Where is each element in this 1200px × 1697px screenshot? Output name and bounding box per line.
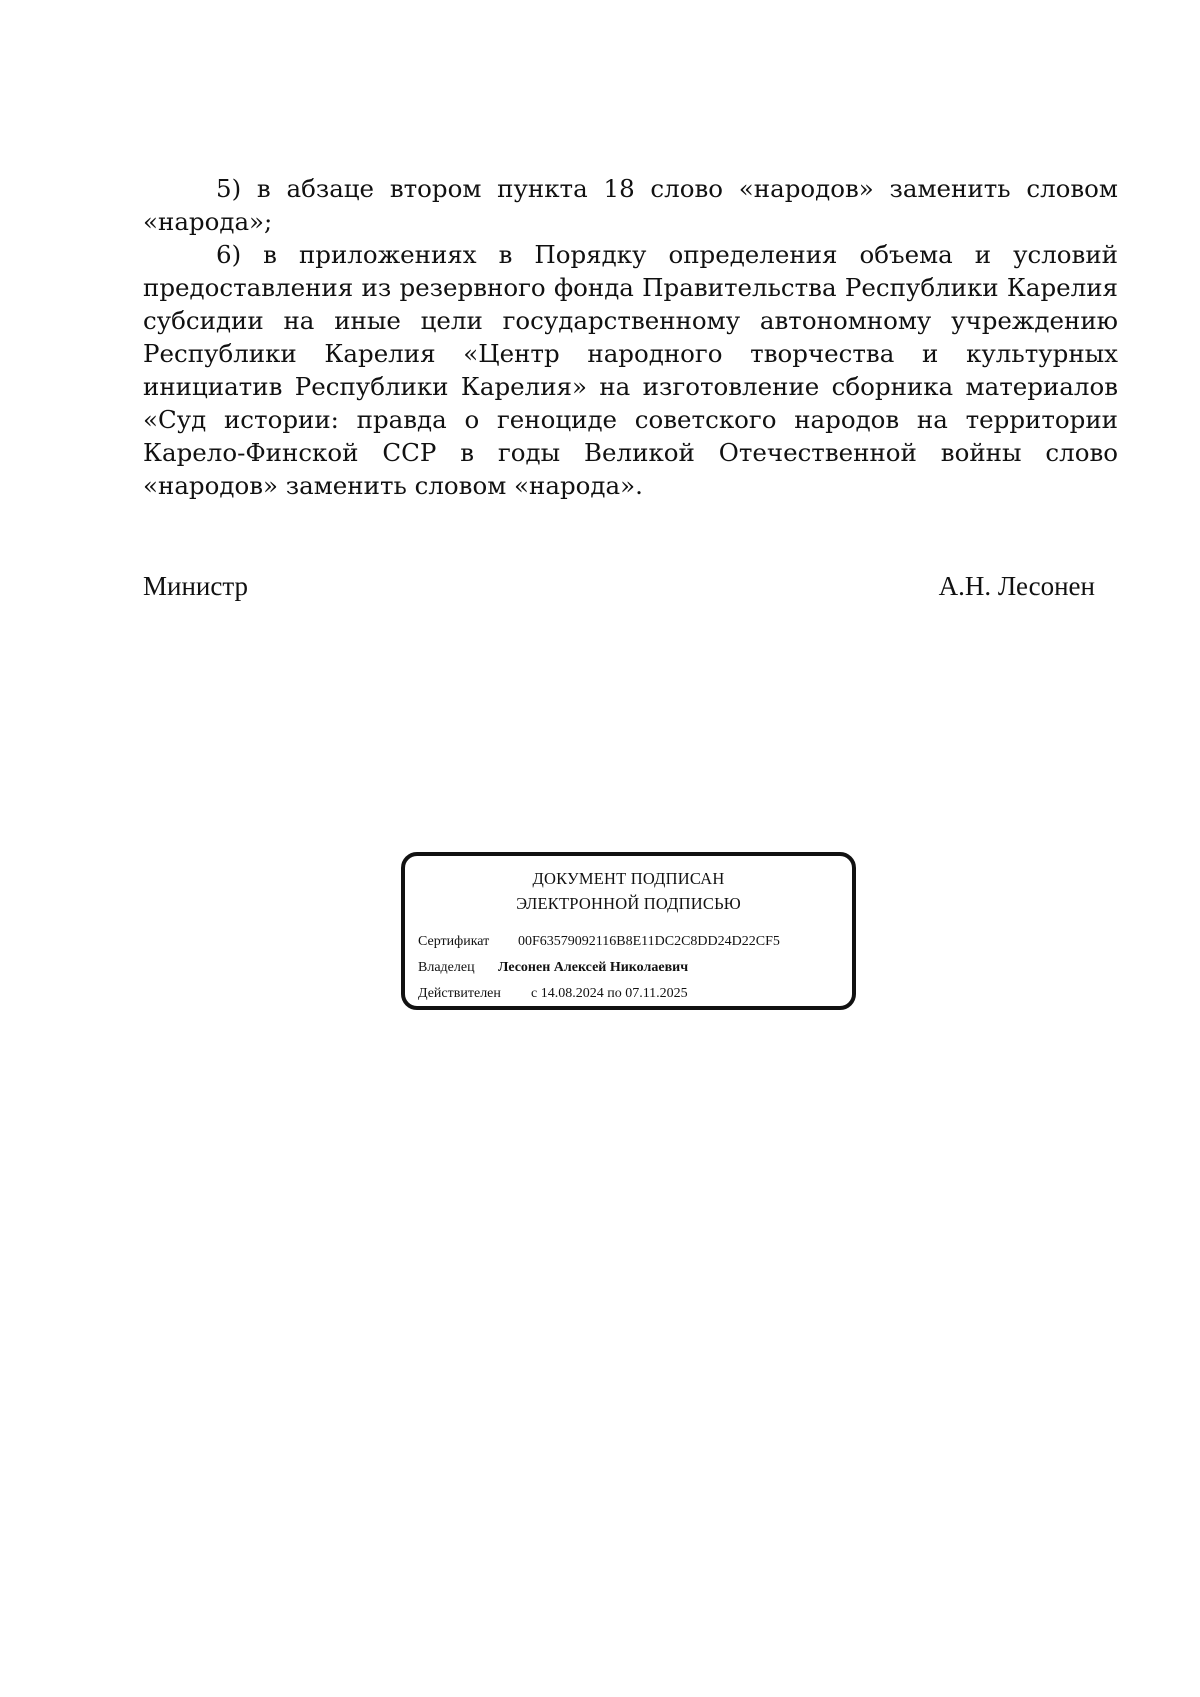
- validity-value: с 14.08.2024 по 07.11.2025: [531, 986, 688, 1001]
- owner-label: Владелец: [418, 960, 475, 975]
- stamp-certificate-row: [418, 932, 780, 952]
- stamp-validity-row: [418, 984, 688, 1004]
- owner-value: Лесонен Алексей Николаевич: [498, 960, 689, 975]
- stamp-title-line-1: ДОКУМЕНТ ПОДПИСАН: [532, 869, 725, 888]
- stamp-title-line-2: ЭЛЕКТРОННОЙ ПОДПИСЬЮ: [516, 894, 741, 913]
- stamp-owner-row: [418, 958, 688, 978]
- stamp-title: [405, 866, 852, 916]
- certificate-label: Сертификат: [418, 934, 490, 949]
- validity-label: Действителен: [418, 986, 501, 1001]
- document-body: [143, 172, 1118, 502]
- paragraph-item-6: 6) в приложениях в Порядку определения объема и условий предоставления из резервного фонда Правительства Республики Карелия субсидии на иные цели государственному автономному учреждению Республики Карелия «Центр народного творчества и культурных инициатив Республики Карелия» на изготовление сборника материалов «Суд истории: правда о геноциде советского народов на территории Карело-Финской ССР в годы Великой Отечественной войны слово «народов» заменить словом «народа».: [143, 240, 1118, 500]
- signature-block: [143, 570, 1095, 602]
- signatory-name: А.Н. Лесонен: [938, 571, 1095, 601]
- paragraph-item-5: 5) в абзаце втором пункта 18 слово «народов» заменить словом «народа»;: [143, 174, 1118, 236]
- electronic-signature-stamp: [401, 852, 856, 1010]
- signatory-position: Министр: [143, 571, 248, 601]
- certificate-value: 00F63579092116B8E11DC2C8DD24D22CF5: [518, 934, 780, 949]
